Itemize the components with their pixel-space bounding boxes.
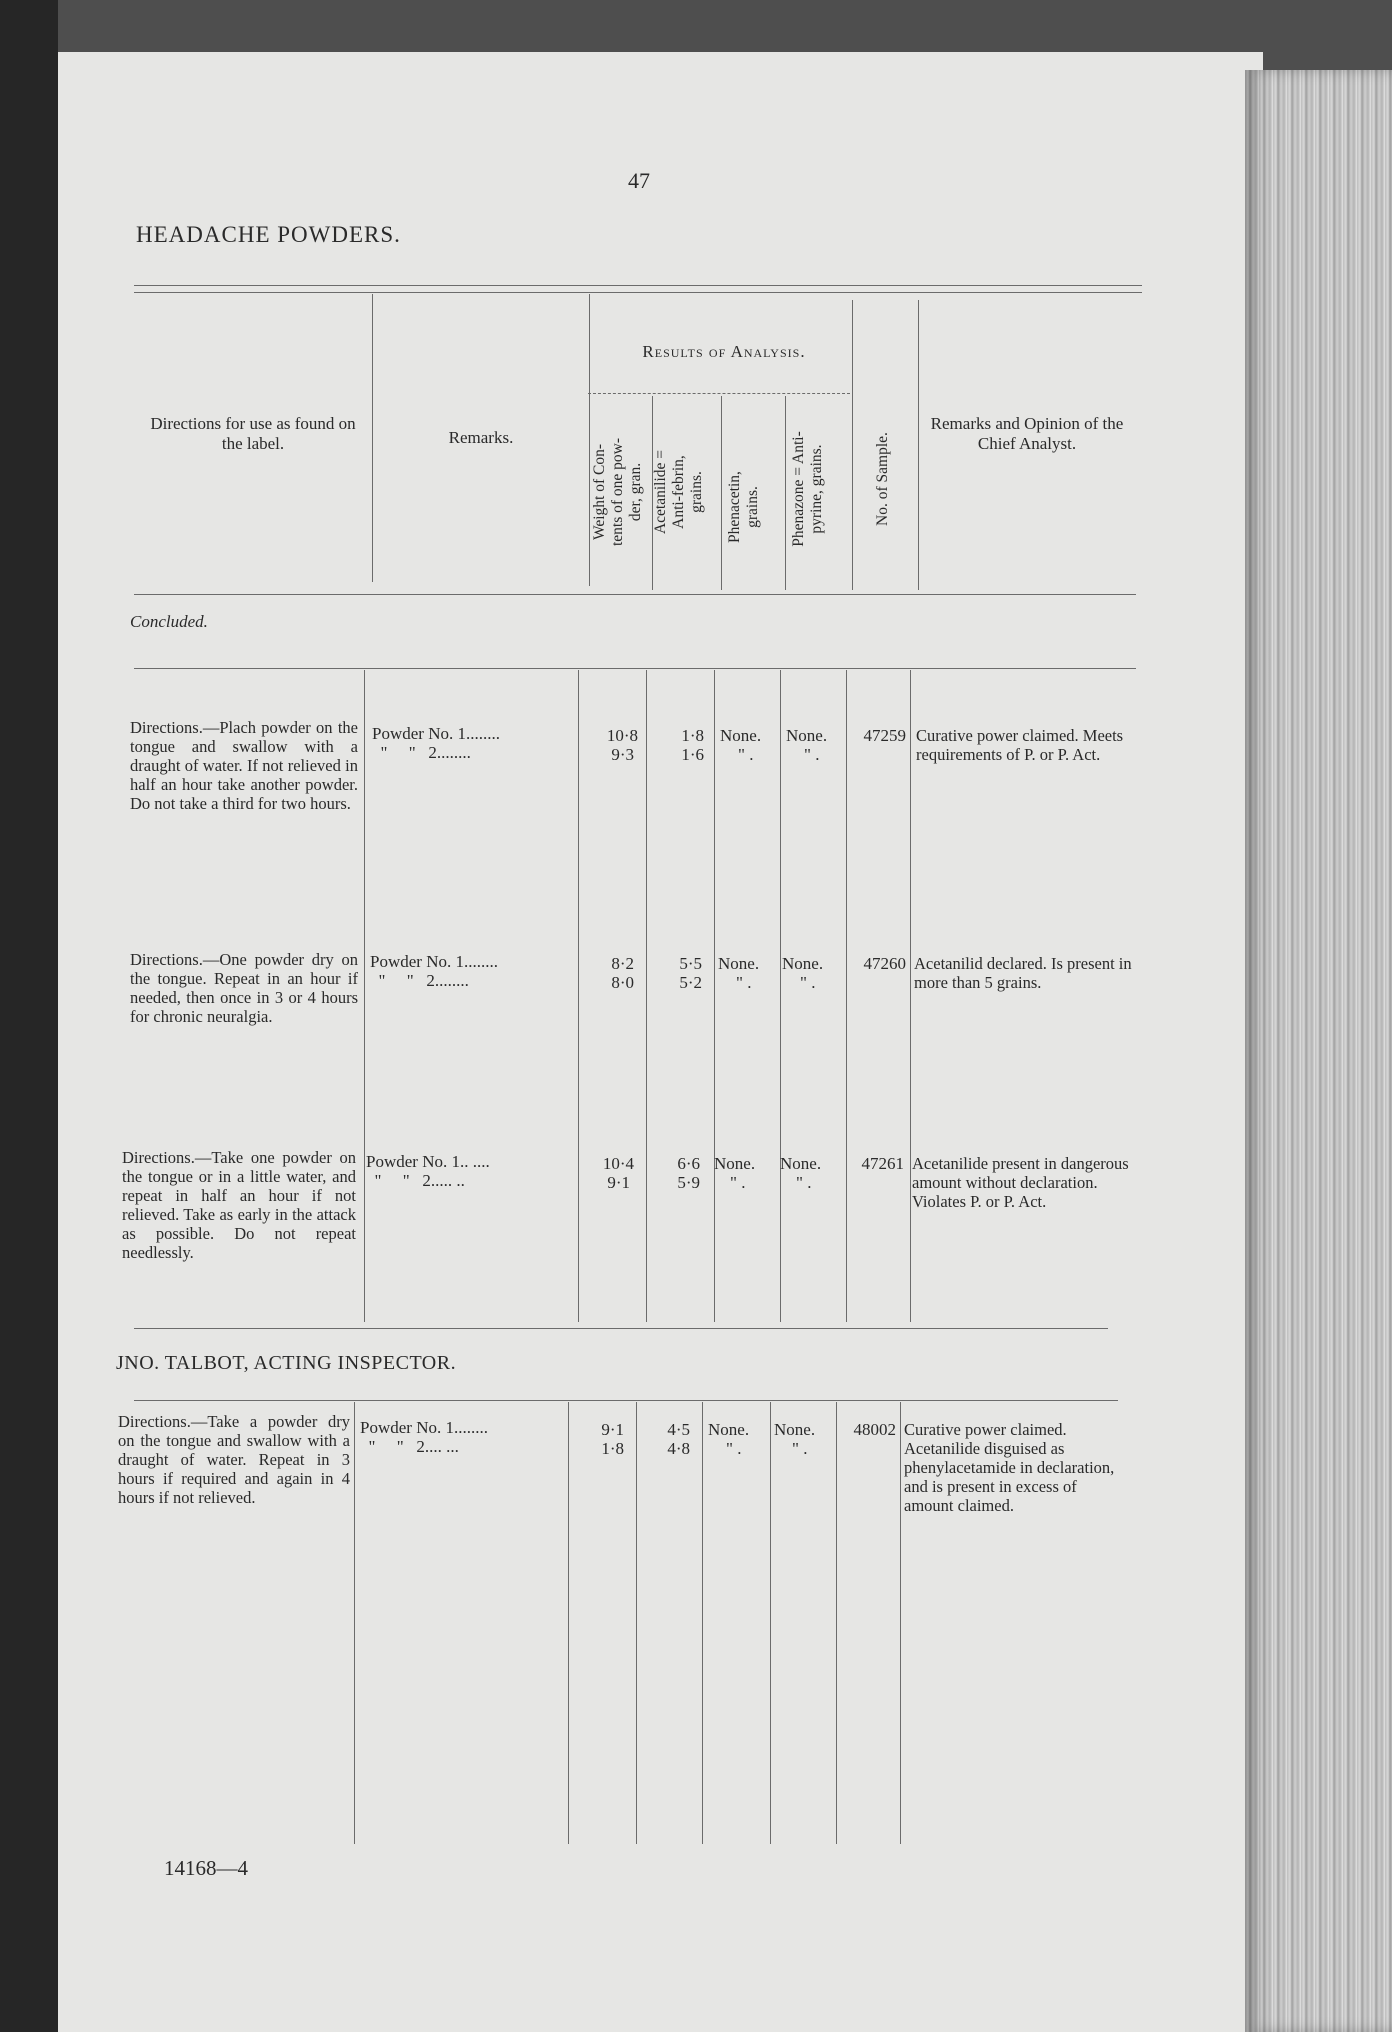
entry-sample-no: 47260 bbox=[863, 954, 906, 973]
entry-phenazone: None. bbox=[786, 726, 828, 745]
book-page-edges bbox=[1245, 70, 1392, 2032]
body2-col-divider-5 bbox=[770, 1402, 771, 1844]
header-results-of-analysis: Results of Analysis. bbox=[642, 342, 806, 361]
entry-weight: 9·1 bbox=[607, 1173, 630, 1192]
entry-phenazone: None. bbox=[782, 954, 824, 973]
header-weight: Weight of Con- tents of one pow- der, gran. bbox=[591, 437, 644, 547]
body-col-divider-3 bbox=[646, 670, 647, 1322]
entry-remarks-line: Powder No. 1........ bbox=[372, 724, 500, 743]
header-bottom-rule bbox=[134, 594, 1136, 595]
body-col-divider-7 bbox=[910, 670, 911, 1322]
page-title: HEADACHE POWDERS. bbox=[136, 222, 401, 247]
entry-acetanilide: 4·5 bbox=[667, 1420, 690, 1439]
entry-opinion: Curative power claimed. Acetanilide disguised as phenylacetamide in declaration, and is present in excess of amount claimed. bbox=[904, 1420, 1115, 1515]
entry-weight: 8·2 bbox=[611, 954, 634, 973]
entry-phenacetin: None. bbox=[708, 1420, 750, 1439]
body-col-divider-4 bbox=[714, 670, 715, 1322]
header-col-divider-7 bbox=[918, 300, 919, 590]
entry-weight: 9·1 bbox=[601, 1420, 624, 1439]
entry-acetanilide: 5·2 bbox=[679, 973, 702, 992]
entry-acetanilide: 5·5 bbox=[679, 954, 702, 973]
entry-acetanilide: 5·9 bbox=[677, 1173, 700, 1192]
entry-opinion: Acetanilide present in dangerous amount without declaration. Violates P. or P. Act. bbox=[912, 1154, 1129, 1211]
entry-weight: 10·4 bbox=[602, 1154, 634, 1173]
body-col-divider-2 bbox=[578, 670, 579, 1322]
entry-directions: Directions.—Take a powder dry on the tongue and swallow with a draught of water. Repeat in 3 hours if required and again in 4 hours if not relieved. bbox=[118, 1412, 350, 1507]
entry-opinion: Curative power claimed. Meets requirements of P. or P. Act. bbox=[916, 726, 1124, 764]
concluded-note: Concluded. bbox=[130, 612, 208, 631]
body2-col-divider-6 bbox=[836, 1402, 837, 1844]
entry-directions: Directions.—One powder dry on the tongue. Repeat in an hour if needed, then once in 3 or 4 hours for chronic neuralgia. bbox=[130, 950, 358, 1026]
entry-weight: 10·8 bbox=[606, 726, 638, 745]
entry-sample-no: 47259 bbox=[863, 726, 906, 745]
header-opinion: Remarks and Opinion of the Chief Analyst. bbox=[930, 414, 1124, 453]
entry-directions: Directions.—Take one powder on the tongue or in a little water, and repeat in half an hour if not relieved. Take as early in the attack as possible. Do not repeat needlessly. bbox=[122, 1148, 356, 1262]
entry-remarks-line: Powder No. 1.. .... bbox=[366, 1152, 490, 1171]
body2-col-divider-3 bbox=[636, 1402, 637, 1844]
entry-weight: 9·3 bbox=[611, 745, 634, 764]
entry-remarks-line: " " 2........ bbox=[370, 971, 469, 990]
entry-weight: 8·0 bbox=[611, 973, 634, 992]
inspector-heading: JNO. TALBOT, ACTING INSPECTOR. bbox=[116, 1352, 457, 1374]
header-acetanilide: Acetanilide = Anti-febrin, grains. bbox=[652, 449, 705, 535]
header-top-rule bbox=[134, 285, 1142, 286]
header-col-divider-6 bbox=[852, 300, 853, 590]
body-top-rule bbox=[134, 668, 1136, 669]
entry-phenacetin: " . bbox=[726, 1439, 742, 1458]
entry-phenazone: " . bbox=[796, 1173, 812, 1192]
entry-opinion: Acetanilid declared. Is present in more than 5 grains. bbox=[914, 954, 1132, 992]
entry-sample-no: 48002 bbox=[853, 1420, 896, 1439]
entry-acetanilide: 1·6 bbox=[681, 745, 704, 764]
header-phenazone: Phenazone = Anti- pyrine, grains. bbox=[790, 431, 825, 547]
header-col-divider-5 bbox=[785, 396, 786, 590]
entry-phenazone: None. bbox=[774, 1420, 816, 1439]
page-number: 47 bbox=[628, 168, 650, 193]
entry-acetanilide: 4·8 bbox=[667, 1439, 690, 1458]
entry-phenacetin: " . bbox=[730, 1173, 746, 1192]
entry-sample-no: 47261 bbox=[861, 1154, 904, 1173]
header-phenacetin: Phenacetin, grains. bbox=[726, 471, 761, 543]
entry-phenacetin: " . bbox=[736, 973, 752, 992]
entry-phenacetin: None. bbox=[714, 1154, 756, 1173]
entry-phenazone: " . bbox=[804, 745, 820, 764]
entry-remarks-line: " " 2........ bbox=[372, 743, 471, 762]
body-col-divider-6 bbox=[846, 670, 847, 1322]
body-col-divider-1 bbox=[364, 670, 365, 1322]
footer-signature: 14168—4 bbox=[164, 1856, 248, 1880]
body2-col-divider-2 bbox=[568, 1402, 569, 1844]
header-directions: Directions for use as found on the label. bbox=[150, 414, 356, 453]
entry-phenacetin: None. bbox=[718, 954, 760, 973]
entry-remarks-line: " " 2.... ... bbox=[360, 1437, 459, 1456]
results-rule bbox=[588, 393, 850, 394]
header-col-divider-1 bbox=[372, 294, 373, 582]
book-spine-shadow bbox=[0, 0, 58, 2032]
entry-phenacetin: " . bbox=[738, 745, 754, 764]
entry-directions: Directions.—Plach powder on the tongue and swallow with a draught of water. If not relieved in half an hour take another powder. Do not take a third for two hours. bbox=[130, 718, 358, 813]
entry-remarks-line: Powder No. 1........ bbox=[360, 1418, 488, 1437]
body2-col-divider-1 bbox=[354, 1402, 355, 1844]
header-col-divider-2 bbox=[589, 294, 590, 586]
entry-phenazone: None. bbox=[780, 1154, 822, 1173]
entry-phenazone: " . bbox=[792, 1439, 808, 1458]
header-top-rule-2 bbox=[134, 292, 1142, 293]
body2-col-divider-4 bbox=[702, 1402, 703, 1844]
body-col-divider-5 bbox=[780, 670, 781, 1322]
entry-phenazone: " . bbox=[800, 973, 816, 992]
header-col-divider-4 bbox=[721, 396, 722, 590]
entry-remarks-line: Powder No. 1........ bbox=[370, 952, 498, 971]
entry-phenacetin: None. bbox=[720, 726, 762, 745]
entry-remarks-line: " " 2..... .. bbox=[366, 1171, 465, 1190]
entry-acetanilide: 6·6 bbox=[677, 1154, 700, 1173]
section-bottom-rule bbox=[134, 1328, 1108, 1329]
header-sample-no: No. of Sample. bbox=[874, 432, 891, 526]
header-remarks: Remarks. bbox=[448, 428, 514, 447]
entry-acetanilide: 1·8 bbox=[681, 726, 704, 745]
section-2-top-rule bbox=[134, 1400, 1118, 1401]
body2-col-divider-7 bbox=[900, 1402, 901, 1844]
entry-weight: 1·8 bbox=[601, 1439, 624, 1458]
